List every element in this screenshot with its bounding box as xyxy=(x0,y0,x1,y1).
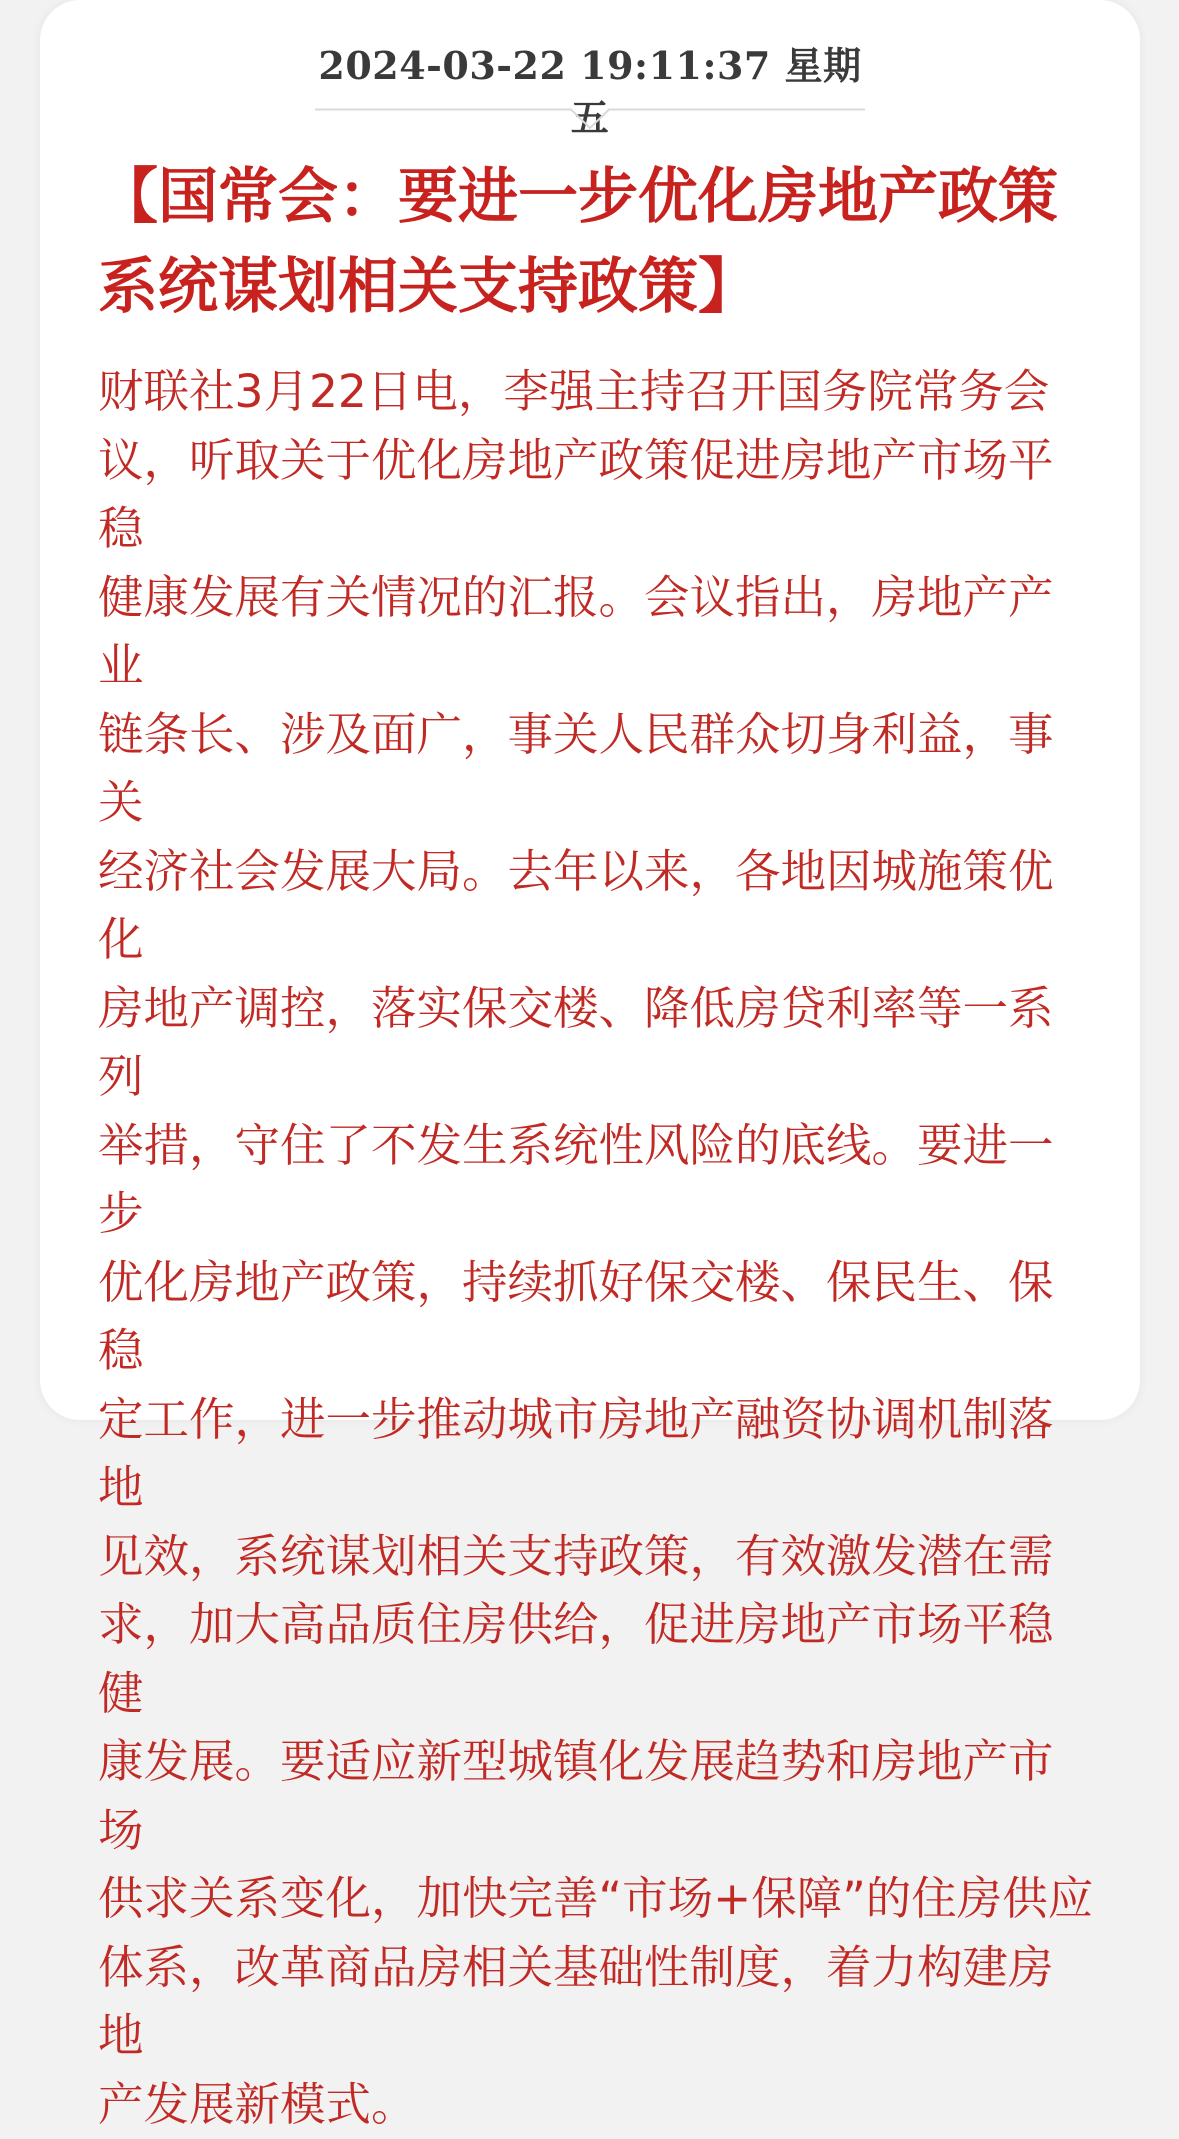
news-headline: 【国常会：要进一步优化房地产政策 系统谋划相关支持政策】 xyxy=(98,162,1058,322)
datetime-divider xyxy=(315,108,865,132)
publish-datetime: 2024-03-22 19:11:37 星期五 xyxy=(318,43,862,140)
news-body: 财联社3月22日电，李强主持召开国务院常务会 议，听取关于优化房地产政策促进房地产市场平稳 健康发展有关情况的汇报。会议指出，房地产产业 链条长、涉及面广，事关人民群众切身利益，事关 经济社会发展大局。去年以来，各地因城施策优化 房地产调控，落实保交楼、降低房贷利率等一系列 举措，守住了不发生系统性风险的底线。要进一步 优化房地产政策，持续抓好保交楼、保民生、保稳 定工作，进一步推动城市房地产融资协调机制落地 见效，系统谋划相关支持政策，有效激发潜在需 求，加大高品质住房供给，促进房地产市场平稳健 康发展。要适应新型城镇化发展趋势和房地产市场 供求关系变化，加快完善“市场+保障”的住房供应 体系，改革商品房相关基础性制度，着力构建房地 产发展新模式。 xyxy=(98,365,1094,2131)
